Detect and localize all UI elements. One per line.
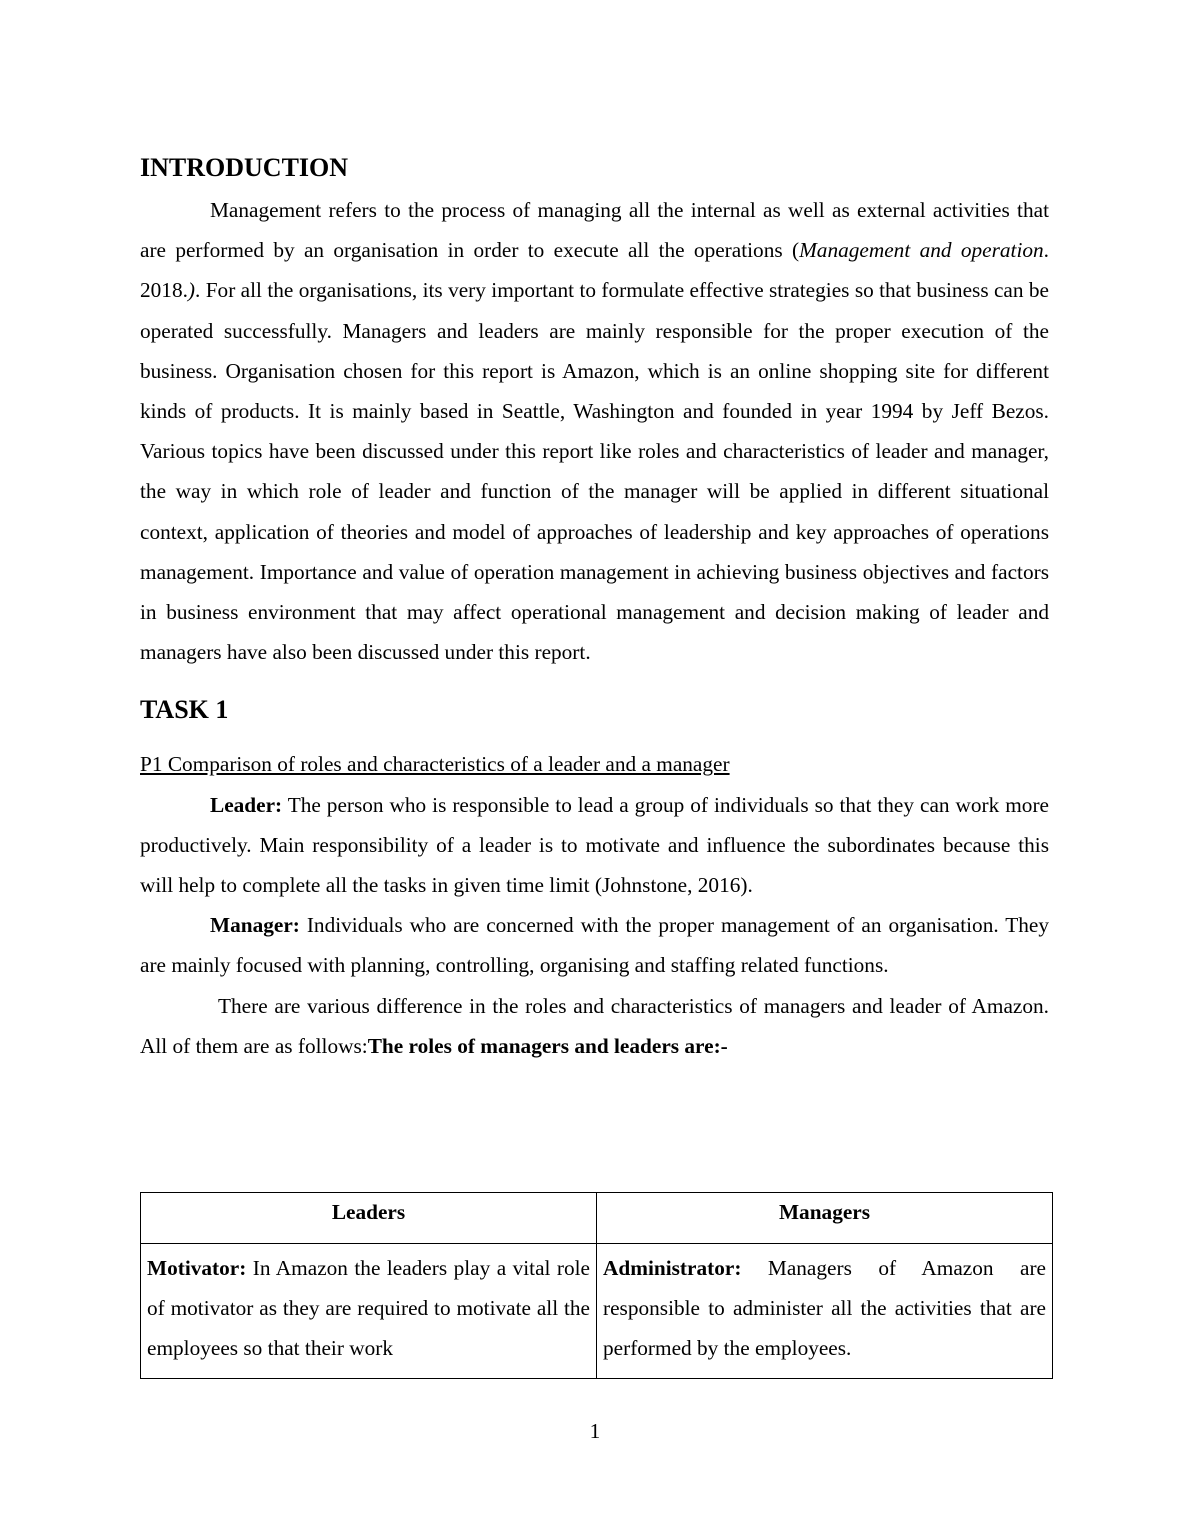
page-number: 1 <box>589 1419 601 1443</box>
leader-text: The person who is responsible to lead a group of individuals so that they can work more productively. Main responsibility of a leader is to motivate and influence the subordinates because this will help to complete all the tasks in given time limit (Johnstone, 2016). <box>140 792 1049 898</box>
administrator-term: Administrator: <box>603 1256 742 1280</box>
motivator-text: In Amazon the leaders play a vital role of motivator as they are required to motivate all the employees so that their work <box>147 1256 590 1360</box>
table-row <box>141 1244 1053 1379</box>
citation-close: ) <box>187 278 196 303</box>
introduction-heading: INTRODUCTION <box>140 153 349 182</box>
manager-term: Manager: <box>210 913 300 938</box>
citation-year: . 2018. <box>140 238 1049 303</box>
table-cell-leader <box>141 1244 597 1379</box>
roles-table <box>140 1192 1053 1379</box>
introduction-text-end: . For all the organisations, its very important to formulate effective strategies so that business can be operated successfully. Managers and leaders are mainly responsible for the proper execution of the business. Organisation chosen for this report is Amazon, which is an online shopping site for different kinds of products. It is mainly based in Seattle, Washington and founded in year 1994 by Jeff Bezos. Various topics have been discussed under this report like roles and characteristics of leader and manager, the way in which role of leader and function of the manager will be applied in different situational context, application of theories and model of approaches of leadership and key approaches of operations management. Importance and value of operation management in achieving business objectives and factors in business environment that may affect operational management and decision making of leader and managers have also been discussed under this report. <box>140 278 1049 665</box>
citation-open: ( <box>791 238 800 263</box>
introduction-text-start: Management refers to the process of managing all the internal as well as external activities that are performed by an organisation in order to execute all the operations <box>140 198 1049 263</box>
citation-title: Management and operation <box>799 238 1044 263</box>
difference-bold-text: The roles of managers and leaders are:- <box>367 1033 728 1058</box>
table-header-row <box>141 1193 1053 1244</box>
p1-subheading: P1 Comparison of roles and characteristics of a leader and a manager <box>140 752 730 777</box>
manager-text: Individuals who are concerned with the proper management of an organisation. They are mainly focused with planning, controlling, organising and staffing related functions. <box>140 913 1049 978</box>
page-content <box>140 150 1049 1066</box>
task1-heading: TASK 1 <box>140 695 229 725</box>
leader-definition <box>140 785 1049 906</box>
administrator-text: Managers of Amazon are responsible to administer all the activities that are performed by the employees. <box>603 1256 1046 1360</box>
table-cell-manager <box>597 1244 1053 1379</box>
introduction-paragraph <box>140 190 1049 672</box>
table-header-managers: Managers <box>597 1193 1053 1244</box>
difference-paragraph <box>140 986 1049 1066</box>
manager-definition <box>140 905 1049 985</box>
motivator-term: Motivator: <box>147 1256 247 1280</box>
leader-term: Leader: <box>210 792 283 817</box>
difference-text: There are various difference in the roles and characteristics of managers and leader of Amazon. All of them are as follows: <box>140 993 1049 1058</box>
table-header-leaders: Leaders <box>141 1193 597 1244</box>
